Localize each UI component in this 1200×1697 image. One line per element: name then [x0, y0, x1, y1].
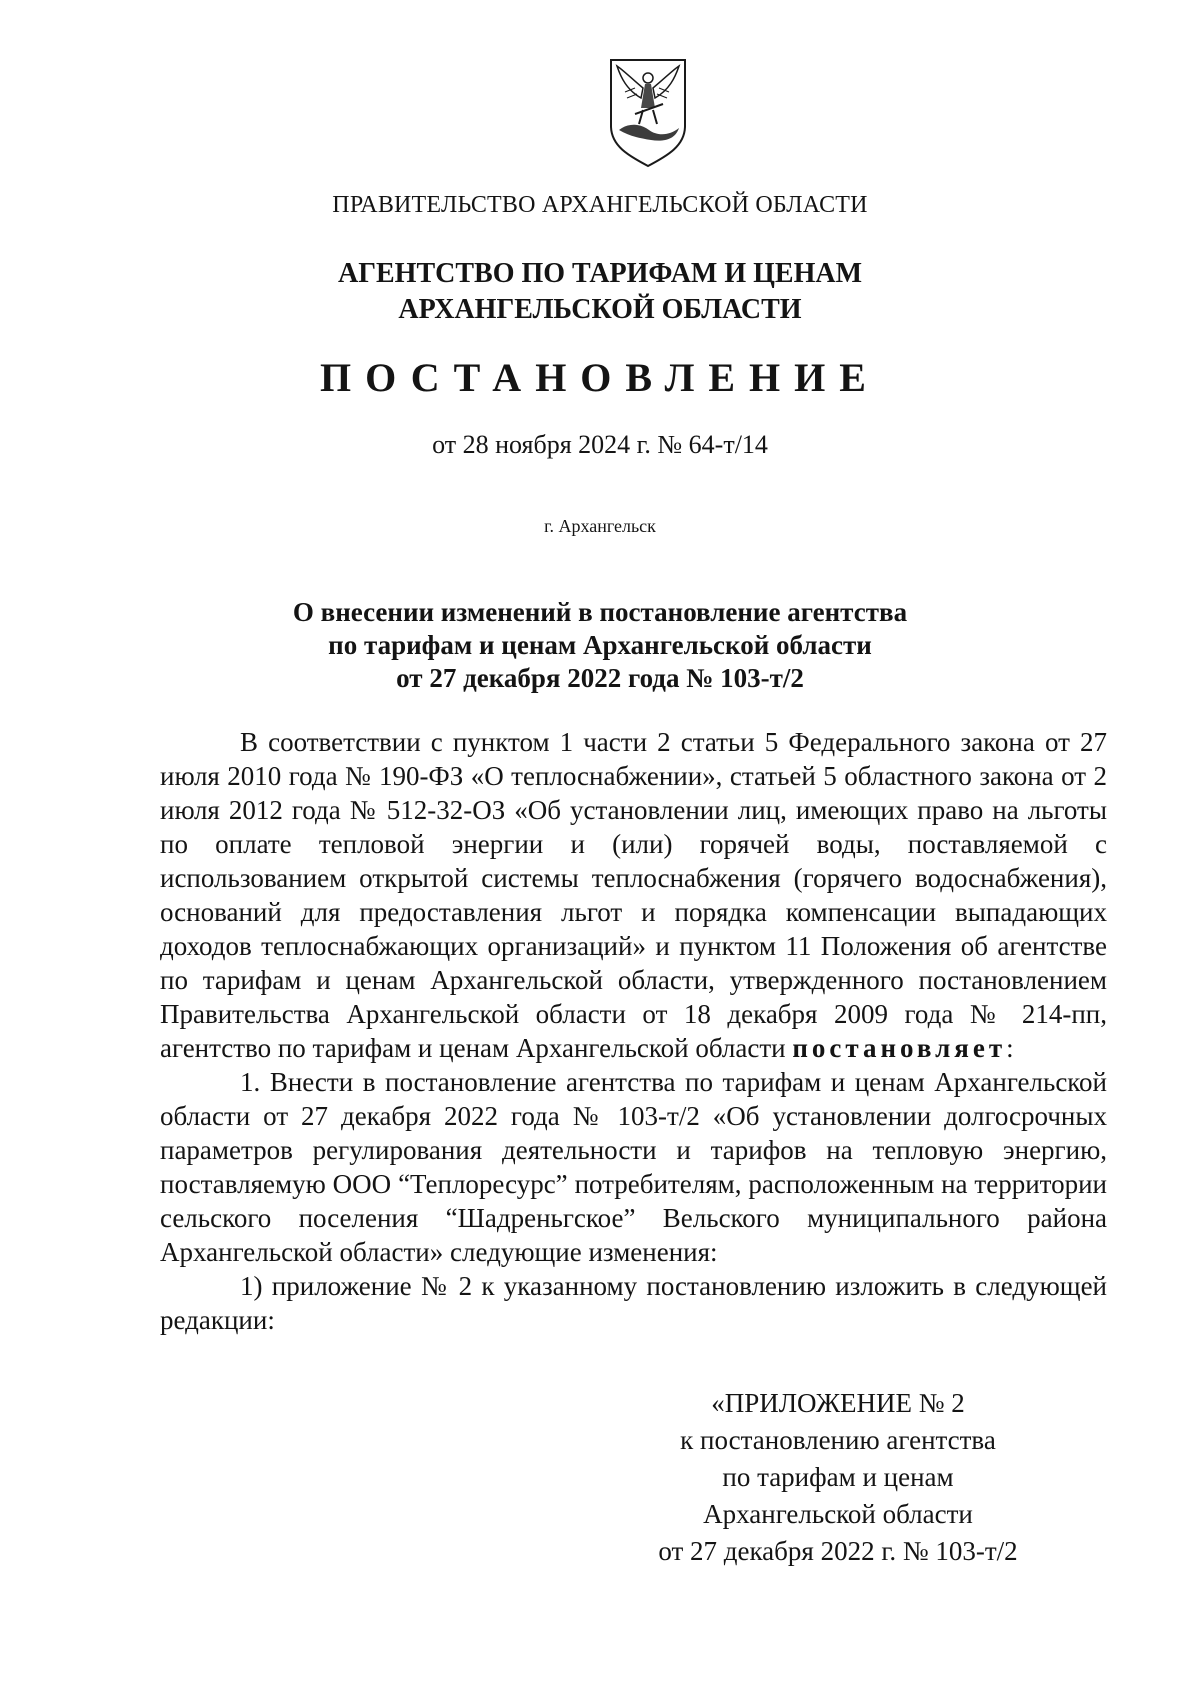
- document-title: [0, 596, 1200, 695]
- document-title-line-1: О внесении изменений в постановление агентства: [292, 597, 908, 627]
- agency-name-line-2: АРХАНГЕЛЬСКОЙ ОБЛАСТИ: [398, 294, 802, 325]
- item-1-subitem-1-paragraph: 1) приложение № 2 к указанному постановлению изложить в следующей редакции:: [160, 1271, 1107, 1335]
- item-1-paragraph: 1. Внести в постановление агентства по тарифам и ценам Архангельской области от 27 декабря 2022 года № 103-т/2 «Об установлении долгосрочных параметров регулирования деятельности и тарифов на тепловую энергию, поставляемую ООО “Теплоресурс” потребителям, расположенным на территории сельского поселения “Шадреньгское” Вельского муниципального района Архангельской области» следующие изменения:: [160, 1067, 1107, 1267]
- document-type: ПОСТАНОВЛЕНИЕ: [320, 355, 880, 400]
- decree-word: постановляет: [792, 1033, 1007, 1063]
- archangel-coat-of-arms-icon: [605, 56, 691, 168]
- preamble-end: :: [1006, 1033, 1014, 1063]
- government-name: ПРАВИТЕЛЬСТВО АРХАНГЕЛЬСКОЙ ОБЛАСТИ: [332, 192, 868, 218]
- document-date-number: от 28 ноября 2024 г. № 64-т/14: [432, 430, 768, 459]
- preamble-paragraph: [160, 725, 1107, 1065]
- appendix-line-4: Архангельской области: [703, 1499, 973, 1529]
- appendix-line-5: от 27 декабря 2022 г. № 103-т/2: [658, 1536, 1018, 1566]
- appendix-line-2: к постановлению агентства: [680, 1425, 996, 1455]
- document-title-line-3: от 27 декабря 2022 года № 103-т/2: [396, 663, 804, 693]
- appendix-line-1: «ПРИЛОЖЕНИЕ № 2: [711, 1388, 965, 1418]
- agency-name-line-1: АГЕНТСТВО ПО ТАРИФАМ И ЦЕНАМ: [337, 258, 863, 289]
- document-city: г. Архангельск: [544, 516, 656, 536]
- document-body: [160, 725, 1107, 1337]
- preamble-text: В соответствии с пунктом 1 части 2 статьи 5 Федерального закона от 27 июля 2010 года № 190-ФЗ «О теплоснабжении», статьей 5 областного закона от 2 июля 2012 года № 512-32-ОЗ «Об установлении лиц, имеющих право на льготы по оплате тепловой энергии и (или) горячей воды, поставляемой с использованием открытой системы теплоснабжения (горячего водоснабжения), оснований для предоставления льгот и порядка компенсации выпадающих доходов теплоснабжающих организаций» и пунктом 11 Положения об агентстве по тарифам и ценам Архангельской области, утвержденного постановлением Правительства Архангельской области от 18 декабря 2009 года № 214-пп, агентство по тарифам и ценам Архангельской области: [160, 727, 1107, 1063]
- appendix-heading: [618, 1385, 1058, 1570]
- appendix-line-3: по тарифам и ценам: [722, 1462, 954, 1492]
- agency-name: [0, 256, 1200, 328]
- document-title-line-2: по тарифам и ценам Архангельской области: [328, 630, 872, 660]
